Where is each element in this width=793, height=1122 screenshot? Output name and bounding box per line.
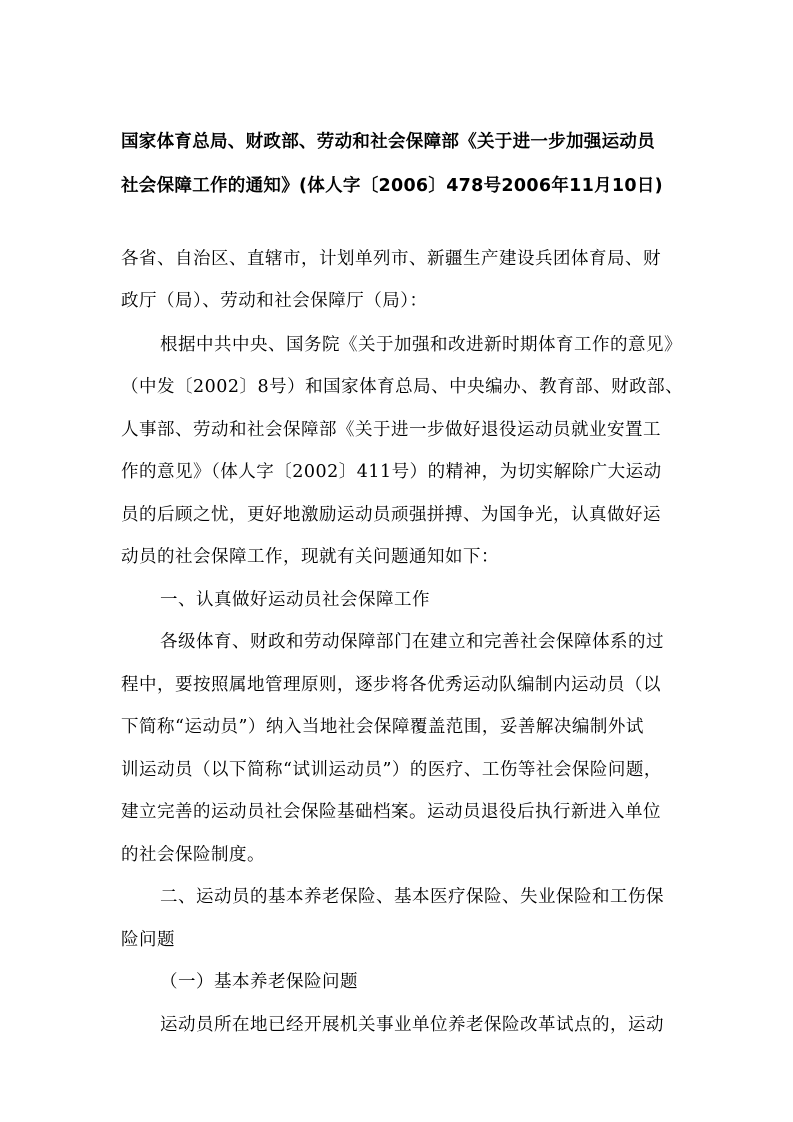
document-title-line-1: 国家体育总局、财政部、劳动和社会保障部《关于进一步加强运动员 <box>121 132 655 152</box>
body-line-11: 程中，要按照属地管理原则，逐步将各优秀运动队编制内运动员（以 <box>121 675 661 695</box>
body-line-10: 各级体育、财政和劳动保障部门在建立和完善社会保障体系的过 <box>160 632 664 652</box>
document-title-line-2: 社会保障工作的通知》(体人字〔2006〕478号2006年11月10日) <box>121 176 663 196</box>
subsection-heading-1: （一）基本养老保险问题 <box>160 972 358 992</box>
body-line-1: 各省、自治区、直辖市，计划单列市、新疆生产建设兵团体育局、财 <box>121 249 661 269</box>
body-line-5: 人事部、劳动和社会保障部《关于进一步做好退役运动员就业安置工 <box>121 420 661 440</box>
body-line-3: 根据中共中央、国务院《关于加强和改进新时期体育工作的意见》 <box>160 335 682 355</box>
body-line-8: 动员的社会保障工作，现就有关问题通知如下： <box>121 547 499 567</box>
body-line-19: 运动员所在地已经开展机关事业单位养老保险改革试点的，运动 <box>160 1015 664 1035</box>
body-line-7: 员的后顾之忧，更好地激励运动员顽强拼搏、为国争光，认真做好运 <box>121 505 661 525</box>
section-heading-1: 一、认真做好运动员社会保障工作 <box>160 590 430 610</box>
body-line-12: 下简称“运动员”）纳入当地社会保障覆盖范围，妥善解决编制外试 <box>121 717 644 737</box>
body-line-14: 建立完善的运动员社会保险基础档案。运动员退役后执行新进入单位 <box>121 802 661 822</box>
section-heading-2: 二、运动员的基本养老保险、基本医疗保险、失业保险和工伤保 <box>160 887 664 907</box>
body-line-15: 的社会保险制度。 <box>121 845 265 865</box>
body-line-13: 训运动员（以下简称“试训运动员”）的医疗、工伤等社会保险问题， <box>121 760 662 780</box>
body-line-6: 作的意见》（体人字〔2002〕411号）的精神，为切实解除广大运动 <box>121 462 662 482</box>
body-line-4: （中发〔2002〕8号）和国家体育总局、中央编办、教育部、财政部、 <box>121 377 684 397</box>
body-line-17: 险问题 <box>121 930 175 950</box>
body-line-2: 政厅（局）、劳动和社会保障厅（局）： <box>121 291 428 311</box>
